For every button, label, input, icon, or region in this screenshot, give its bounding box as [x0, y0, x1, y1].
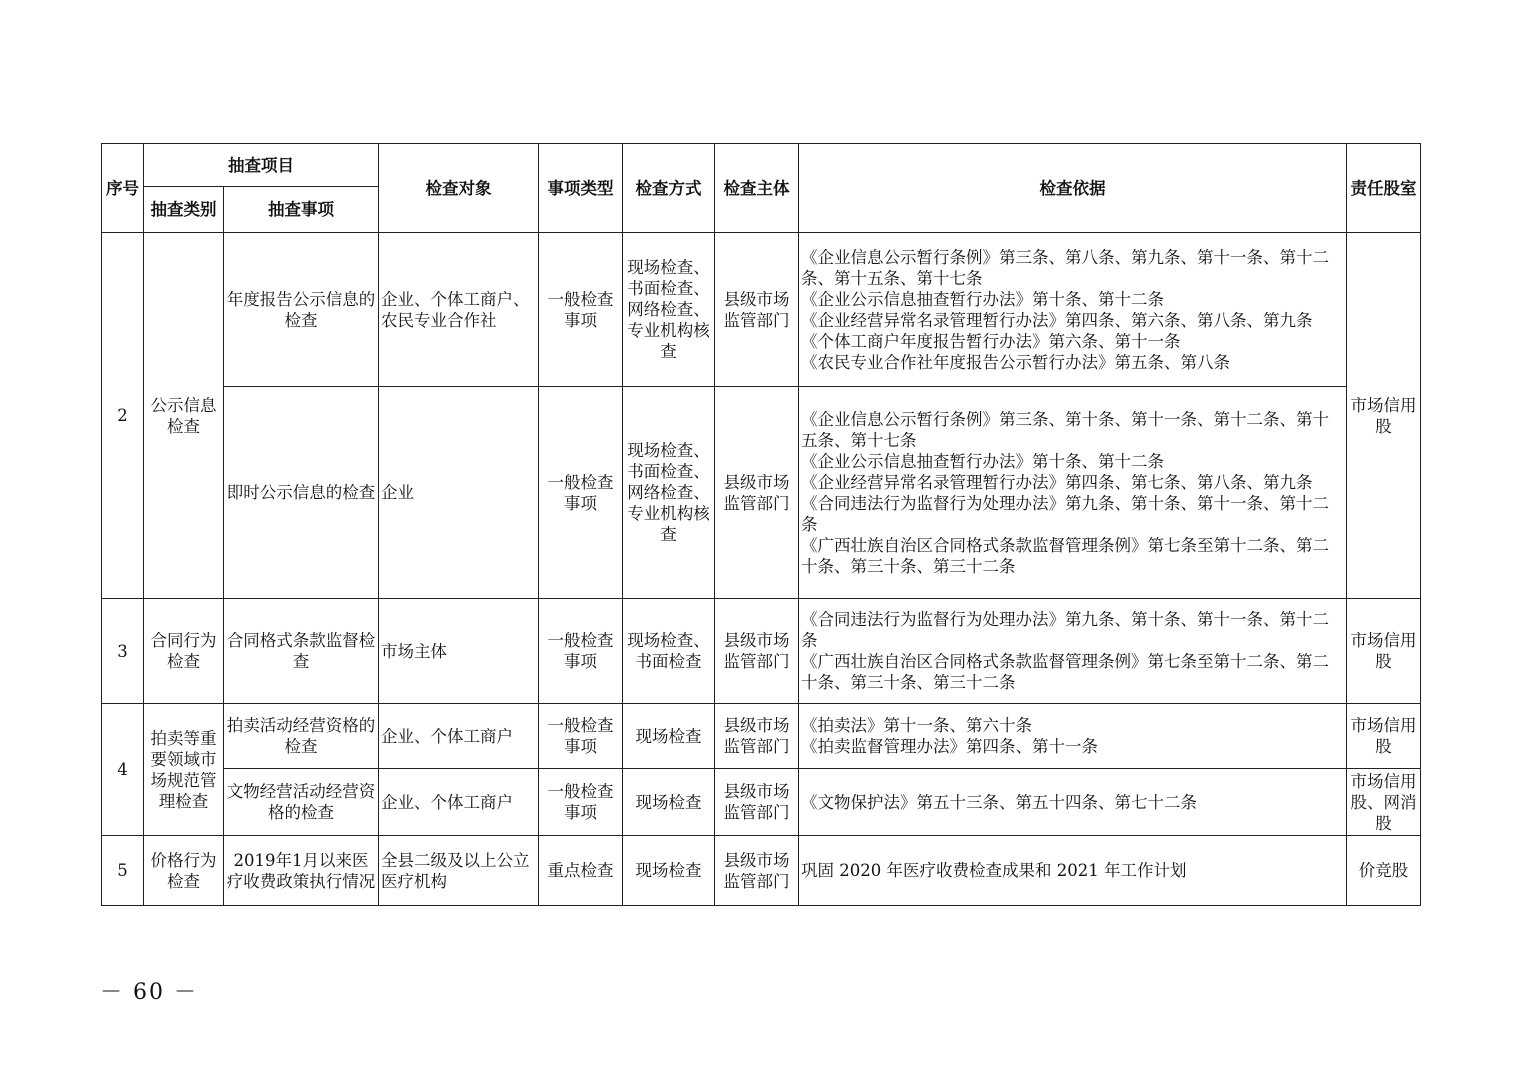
category-cell: 拍卖等重要领域市场规范管理检查 — [144, 704, 224, 836]
type-cell: 一般检查事项 — [539, 704, 623, 769]
type-cell: 一般检查事项 — [539, 599, 623, 704]
seq-cell: 4 — [102, 704, 144, 836]
matter-cell: 2019年1月以来医疗收费政策执行情况 — [224, 836, 379, 906]
seq-cell: 2 — [102, 233, 144, 599]
basis-cell — [799, 704, 1347, 769]
dept-cell: 市场信用股、网消股 — [1347, 769, 1421, 836]
basis-cell — [799, 387, 1347, 599]
type-cell: 重点检查 — [539, 836, 623, 906]
header-subject: 检查主体 — [715, 144, 799, 233]
category-cell: 合同行为检查 — [144, 599, 224, 704]
subject-cell: 县级市场监管部门 — [715, 704, 799, 769]
method-cell: 现场检查、书面检查、网络检查、专业机构核查 — [623, 387, 715, 599]
method-cell: 现场检查 — [623, 769, 715, 836]
basis-line: 《个体工商户年度报告暂行办法》第六条、第十一条 — [801, 331, 1181, 351]
seq-cell: 3 — [102, 599, 144, 704]
basis-line: 《农民专业合作社年度报告公示暂行办法》第五条、第八条 — [801, 352, 1230, 372]
matter-cell: 拍卖活动经营资格的检查 — [224, 704, 379, 769]
basis-cell — [799, 769, 1347, 836]
table-row — [102, 704, 1421, 769]
table-row — [102, 233, 1421, 387]
basis-line: 《拍卖法》第十一条、第六十条 — [801, 716, 1032, 735]
page-number: － 60 － — [100, 980, 198, 1005]
header-matter: 抽查事项 — [224, 187, 379, 233]
subject-cell: 县级市场监管部门 — [715, 599, 799, 704]
subject-cell: 县级市场监管部门 — [715, 836, 799, 906]
category-cell: 公示信息检查 — [144, 233, 224, 599]
dept-cell: 市场信用股 — [1347, 704, 1421, 769]
table-row — [102, 599, 1421, 704]
header-category: 抽查类别 — [144, 187, 224, 233]
basis-line: 巩固 2020 年医疗收费检查成果和 2021 年工作计划 — [801, 861, 1187, 880]
header-type: 事项类型 — [539, 144, 623, 233]
basis-line: 《广西壮族自治区合同格式条款监督管理条例》第七条至第十二条、第二十条、第三十条、第三十二条 — [801, 652, 1329, 692]
basis-line: 《企业信息公示暂行条例》第三条、第八条、第九条、第十一条、第十二条、第十五条、第十七条 — [801, 247, 1329, 288]
basis-cell — [799, 233, 1347, 387]
table-row — [102, 769, 1421, 836]
basis-line: 《企业经营异常名录管理暂行办法》第四条、第六条、第八条、第九条 — [801, 310, 1313, 330]
inspection-table — [101, 143, 1421, 906]
header-seq: 序号 — [102, 144, 144, 233]
table-row — [102, 387, 1421, 599]
basis-line: 《合同违法行为监督行为处理办法》第九条、第十条、第十一条、第十二条 — [801, 493, 1329, 534]
matter-cell: 文物经营活动经营资格的检查 — [224, 769, 379, 836]
target-cell: 企业 — [379, 387, 539, 599]
basis-line: 《广西壮族自治区合同格式条款监督管理条例》第七条至第十二条、第二十条、第三十条、第三十二条 — [801, 535, 1329, 576]
target-cell: 企业、个体工商户 — [379, 769, 539, 836]
target-cell: 企业、个体工商户 — [379, 704, 539, 769]
header-target: 检查对象 — [379, 144, 539, 233]
table-row — [102, 836, 1421, 906]
method-cell: 现场检查、书面检查、网络检查、专业机构核查 — [623, 233, 715, 387]
header-method: 检查方式 — [623, 144, 715, 233]
target-cell: 全县二级及以上公立医疗机构 — [379, 836, 539, 906]
method-cell: 现场检查 — [623, 836, 715, 906]
basis-line: 《拍卖监督管理办法》第四条、第十一条 — [801, 737, 1098, 756]
header-basis: 检查依据 — [799, 144, 1347, 233]
seq-cell: 5 — [102, 836, 144, 906]
basis-cell — [799, 836, 1347, 906]
header-row-1 — [102, 144, 1421, 187]
method-cell: 现场检查、书面检查 — [623, 599, 715, 704]
type-cell: 一般检查事项 — [539, 233, 623, 387]
category-cell: 价格行为检查 — [144, 836, 224, 906]
type-cell: 一般检查事项 — [539, 387, 623, 599]
dept-cell: 市场信用股 — [1347, 233, 1421, 599]
matter-cell: 即时公示信息的检查 — [224, 387, 379, 599]
subject-cell: 县级市场监管部门 — [715, 233, 799, 387]
basis-line: 《企业公示信息抽查暂行办法》第十条、第十二条 — [801, 451, 1164, 471]
basis-line: 《企业信息公示暂行条例》第三条、第十条、第十一条、第十二条、第十五条、第十七条 — [801, 409, 1329, 450]
subject-cell: 县级市场监管部门 — [715, 387, 799, 599]
type-cell: 一般检查事项 — [539, 769, 623, 836]
matter-cell: 合同格式条款监督检查 — [224, 599, 379, 704]
target-cell: 市场主体 — [379, 599, 539, 704]
matter-cell: 年度报告公示信息的检查 — [224, 233, 379, 387]
target-cell: 企业、个体工商户、农民专业合作社 — [379, 233, 539, 387]
basis-cell — [799, 599, 1347, 704]
subject-cell: 县级市场监管部门 — [715, 769, 799, 836]
basis-line: 《合同违法行为监督行为处理办法》第九条、第十条、第十一条、第十二条 — [801, 610, 1329, 650]
dept-cell: 价竞股 — [1347, 836, 1421, 906]
basis-line: 《企业公示信息抽查暂行办法》第十条、第十二条 — [801, 289, 1164, 309]
basis-line: 《企业经营异常名录管理暂行办法》第四条、第七条、第八条、第九条 — [801, 472, 1313, 492]
basis-line: 《文物保护法》第五十三条、第五十四条、第七十二条 — [801, 792, 1197, 812]
header-item-group: 抽查项目 — [144, 144, 379, 187]
dept-cell: 市场信用股 — [1347, 599, 1421, 704]
method-cell: 现场检查 — [623, 704, 715, 769]
header-dept: 责任股室 — [1347, 144, 1421, 233]
